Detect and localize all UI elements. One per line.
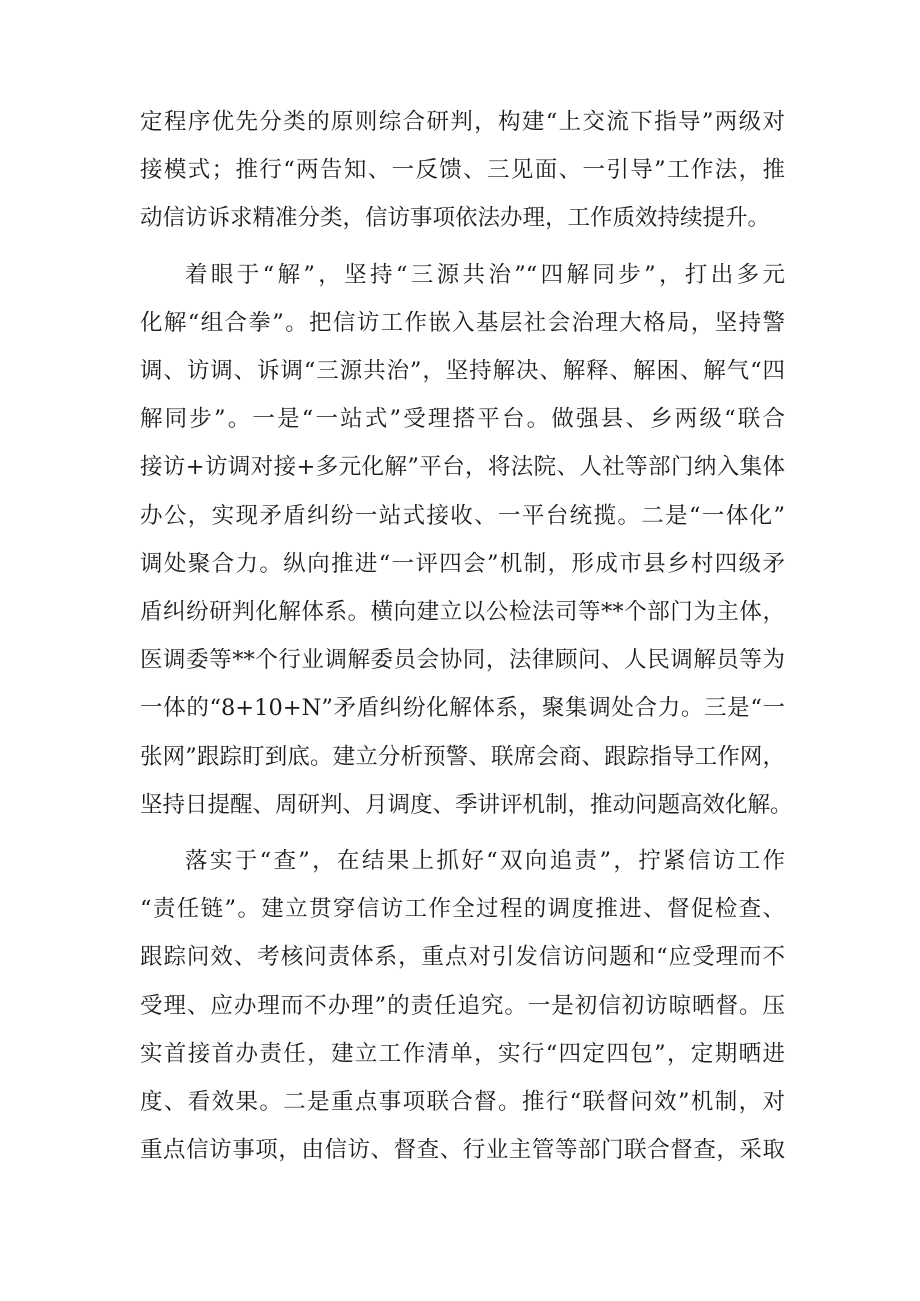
paragraph xyxy=(140,251,793,829)
paragraph xyxy=(140,837,785,1174)
text-line: 度、看效果。二是重点事项联合督。推行“联督问效”机制，对 xyxy=(140,1089,785,1116)
paragraph xyxy=(140,98,785,243)
text-line: 接模式；推行“两告知、一反馈、三见面、一引导”工作法，推 xyxy=(140,157,785,184)
text-line: 受理、应办理而不办理”的责任追究。一是初信初访晾晒督。压 xyxy=(140,992,785,1019)
text-line: 动信访诉求精准分类，信访事项依法办理，工作质效持续提升。 xyxy=(140,205,771,232)
text-line: 调、访调、诉调“三源共治”，坚持解决、解释、解困、解气“四 xyxy=(140,358,785,385)
text-line: “责任链”。建立贯穿信访工作全过程的调度推进、督促检查、 xyxy=(140,896,785,923)
text-line: 化解“组合拳”。把信访工作嵌入基层社会治理大格局，坚持警 xyxy=(140,309,785,336)
text-line: 定程序优先分类的原则综合研判，构建“上交流下指导”两级对 xyxy=(140,109,785,135)
text-line: 重点信访事项，由信访、督查、行业主管等部门联合督查，采取 xyxy=(140,1137,785,1164)
text-line: 盾纠纷研判化解体系。横向建立以公检法司等**个部门为主体， xyxy=(140,599,785,626)
text-line: 解同步”。一是“一站式”受理搭平台。做强县、乡两级“联合 xyxy=(140,406,785,433)
text-line: 坚持日提醒、周研判、月调度、季讲评机制，推动问题高效化解。 xyxy=(140,791,793,818)
text-line: 落实于“查”，在结果上抓好“双向追责”，拧紧信访工作 xyxy=(185,848,785,875)
text-line: 一体的“8+10+N”矛盾纠纷化解体系，聚集调处合力。三是“一 xyxy=(140,695,785,722)
paragraph-gap xyxy=(140,243,785,251)
text-line: 跟踪问效、考核问责体系，重点对引发信访问题和“应受理而不 xyxy=(140,944,785,971)
text-line: 张网”跟踪盯到底。建立分析预警、联席会商、跟踪指导工作网， xyxy=(140,743,785,770)
text-line: 医调委等**个行业调解委员会协同，法律顾问、人民调解员等为 xyxy=(140,647,785,674)
document-body xyxy=(140,98,793,1174)
paragraph-gap xyxy=(140,829,785,837)
text-line: 着眼于“解”，坚持“三源共治”“四解同步”，打出多元 xyxy=(185,261,785,288)
text-line: 接访+访调对接+多元化解”平台，将法院、人社等部门纳入集体 xyxy=(140,454,785,481)
text-line: 实首接首办责任，建立工作清单，实行“四定四包”，定期晒进 xyxy=(140,1040,785,1067)
text-line: 调处聚合力。纵向推进“一评四会”机制，形成市县乡村四级矛 xyxy=(140,550,785,577)
text-line: 办公，实现矛盾纠纷一站式接收、一平台统揽。二是“一体化” xyxy=(140,502,785,529)
